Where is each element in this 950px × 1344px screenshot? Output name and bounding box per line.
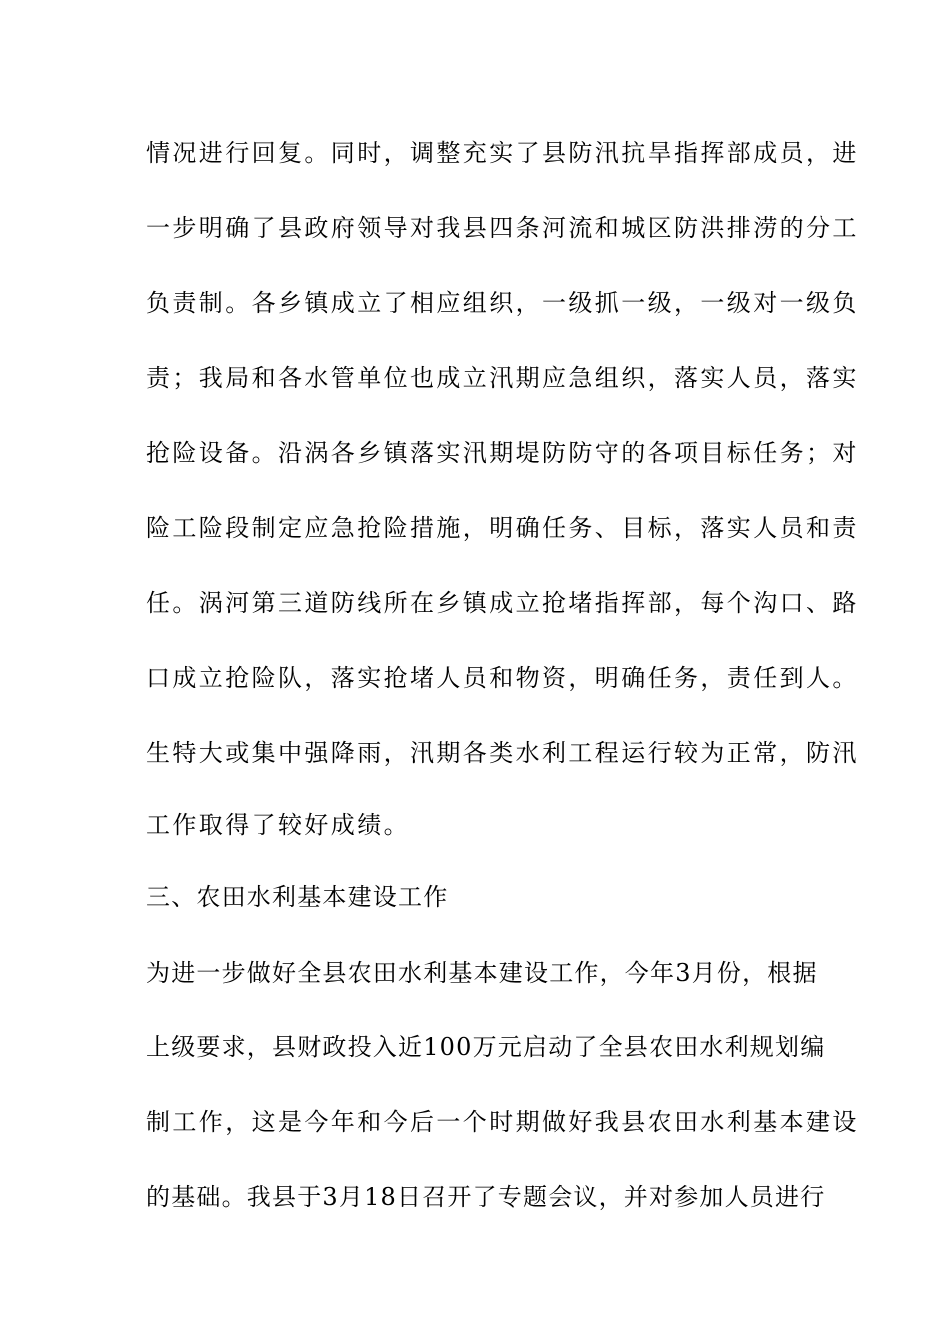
text-line: 口成立抢险队，落实抢堵人员和物资，明确任务，责任到人。 — [146, 664, 859, 692]
text-line: 抢险设备。沿涡各乡镇落实汛期堤防防守的各项目标任务；对 — [146, 439, 859, 467]
text-line: 为进一步做好全县农田水利基本建设工作，今年3月份，根据 — [146, 959, 818, 987]
text-line: 的基础。我县于3月18日召开了专题会议，并对参加人员进行 — [146, 1183, 826, 1211]
text-line: 负责制。各乡镇成立了相应组织，一级抓一级，一级对一级负 — [146, 289, 859, 317]
text-line: 上级要求，县财政投入近100万元启动了全县农田水利规划编 — [146, 1033, 826, 1061]
text-line: 任。涡河第三道防线所在乡镇成立抢堵指挥部，每个沟口、路 — [146, 589, 859, 617]
text-line: 工作取得了较好成绩。 — [146, 811, 410, 839]
text-line: 生特大或集中强降雨，汛期各类水利工程运行较为正常，防汛 — [146, 739, 859, 767]
text-line: 责；我局和各水管单位也成立汛期应急组织，落实人员，落实 — [146, 364, 859, 392]
text-line: 险工险段制定应急抢险措施，明确任务、目标，落实人员和责 — [146, 514, 859, 542]
text-line: 一步明确了县政府领导对我县四条河流和城区防洪排涝的分工 — [146, 214, 859, 242]
text-line: 情况进行回复。同时，调整充实了县防汛抗旱指挥部成员，进 — [146, 139, 859, 167]
text-line: 制工作，这是今年和今后一个时期做好我县农田水利基本建设 — [146, 1108, 859, 1136]
section-heading: 三、农田水利基本建设工作 — [146, 883, 449, 911]
